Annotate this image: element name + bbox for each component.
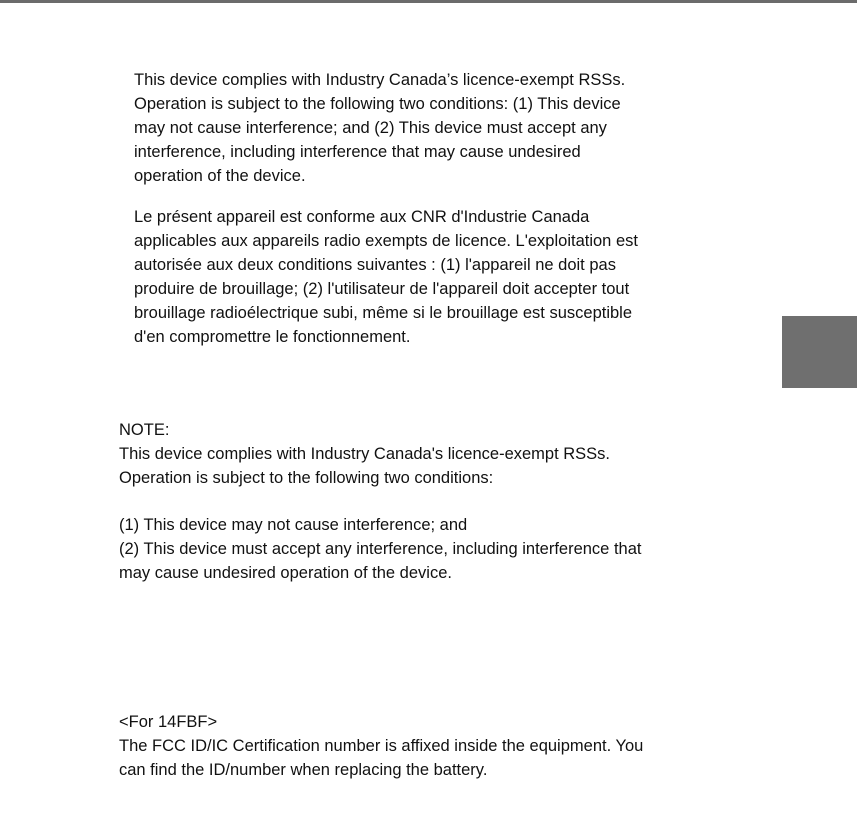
top-rule [0, 0, 857, 3]
ic-statement-english: This device complies with Industry Canada’s licence-exempt RSSs. Operation is subject to the following two conditions: (1) This device may not cause interference; and (2) This device must accept any interference, including interference that may cause undesired operation of the device. [134, 71, 626, 185]
note-section [119, 418, 759, 490]
section-tab-marker [782, 316, 857, 388]
note-conditions: (1) This device may not cause interference; and (2) This device must accept any interference, including interference that may cause undesired operation of the device. [119, 516, 642, 582]
ic-statement-french: Le présent appareil est conforme aux CNR d'Industrie Canada applicables aux appareils radio exempts de licence. L'exploitation est autorisée aux deux conditions suivantes : (1) l'appareil ne doit pas produire de brouillage; (2) l'utilisateur de l'appareil doit accepter tout brouillage radioélectrique subi, même si le brouillage est susceptible d'en compromettre le fonctionnement. [134, 208, 638, 346]
model-note-section [119, 710, 779, 782]
note-heading: NOTE: [119, 421, 170, 439]
model-note-heading: <For 14FBF> [119, 713, 218, 731]
model-note-text: The FCC ID/IC Certification number is affixed inside the equipment. You can find the ID/number when replacing the battery. [119, 737, 644, 779]
note-intro: This device complies with Industry Canada's licence-exempt RSSs. Operation is subject to the following two conditions: [119, 445, 611, 487]
